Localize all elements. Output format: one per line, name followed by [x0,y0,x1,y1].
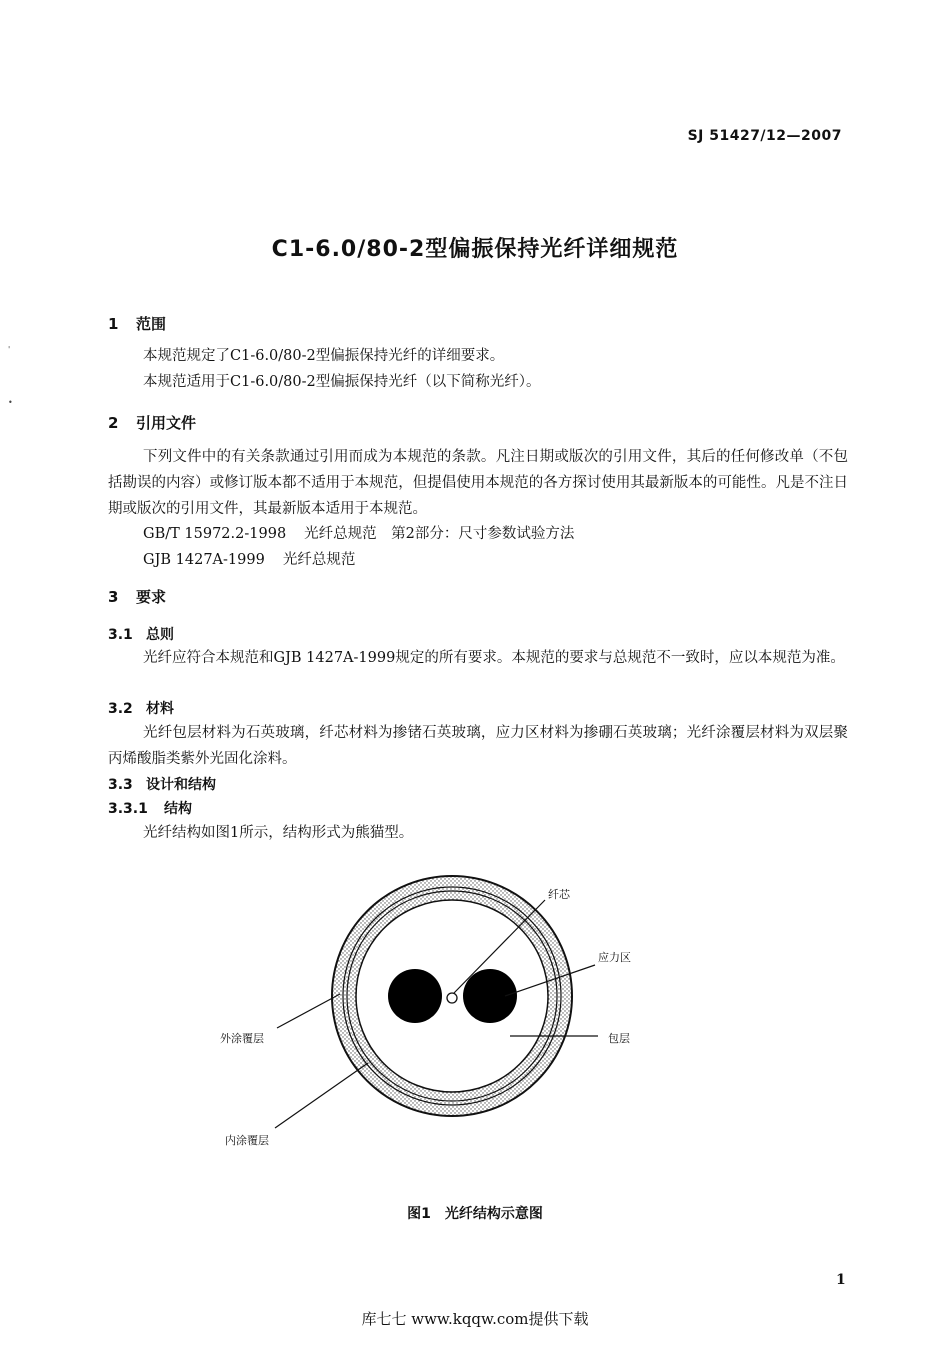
section-1-heading [108,313,166,334]
label-inner-coating: 内涂覆层 [225,1134,269,1147]
subsection-3-1-heading [108,624,174,644]
reference-item [143,548,355,569]
fiber-structure-diagram [200,870,660,1160]
section-title: 材料 [146,701,174,717]
paragraph: 本规范适用于C1-6.0/80-2型偏振保持光纤（以下简称光纤）。 [143,374,541,390]
margin-mark: ' [8,345,11,354]
subsection-3-3-heading [108,774,216,794]
section-title: 结构 [164,801,192,817]
footer-text: 库七七 www.kqqw.com提供下载 [361,1310,589,1328]
paragraph: 光纤包层材料为石英玻璃，纤芯材料为掺锗石英玻璃，应力区材料为掺硼石英玻璃；光纤涂覆层材料为双层聚丙烯酸脂类紫外光固化涂料。 [108,725,848,767]
reference-code: GB/T 15972.2-1998 [143,526,287,542]
paragraph: 下列文件中的有关条款通过引用而成为本规范的条款。凡注日期或版次的引用文件，其后的任何修改单（不包括勘误的内容）或修订版本都不适用于本规范，但提倡使用本规范的各方探讨使用其最新版本的可能性。凡是不注日期或版次的引用文件，其最新版本适用于本规范。 [108,449,848,517]
reference-title: 光纤总规范 [282,552,356,568]
leader-line-outer-coating [277,994,340,1028]
reference-item [143,522,574,543]
section-number: 3.3 [108,777,133,793]
section-title: 引用文件 [136,414,197,432]
section-title: 设计和结构 [146,777,216,793]
label-outer-coating: 外涂覆层 [220,1032,264,1045]
subsection-3-2-heading [108,698,174,718]
label-core: 纤芯 [548,888,570,901]
section-title: 范围 [136,315,167,333]
stress-rod-right [463,969,517,1023]
label-stress-region: 应力区 [598,951,631,964]
subsection-3-3-1-heading [108,798,192,818]
stress-rod-left [388,969,442,1023]
section-title: 总则 [146,627,174,643]
section-number: 3.2 [108,701,133,717]
paragraph: 本规范规定了C1-6.0/80-2型偏振保持光纤的详细要求。 [143,348,505,364]
section-number: 2 [108,414,119,432]
section-number: 3.3.1 [108,801,148,817]
figure-caption: 图1 光纤结构示意图 [407,1206,543,1222]
section-3-heading [108,586,166,607]
label-cladding: 包层 [608,1032,630,1045]
section-2-heading [108,412,196,433]
page-number: 1 [836,1272,846,1288]
margin-mark: • [8,398,13,407]
leader-line-inner-coating [275,1063,368,1128]
page-title: C1-6.0/80-2型偏振保持光纤详细规范 [271,237,679,262]
reference-title: 光纤总规范 第2部分：尺寸参数试验方法 [304,526,575,542]
standard-number: SJ 51427/12—2007 [687,128,842,144]
reference-code: GJB 1427A-1999 [143,552,265,568]
section-title: 要求 [136,588,167,606]
paragraph: 光纤结构如图1所示，结构形式为熊猫型。 [143,825,414,841]
section-number: 3.1 [108,627,133,643]
fiber-core [447,993,457,1003]
section-number: 1 [108,315,119,333]
paragraph: 光纤应符合本规范和GJB 1427A-1999规定的所有要求。本规范的要求与总规范不一致时，应以本规范为准。 [143,650,845,666]
section-number: 3 [108,588,119,606]
